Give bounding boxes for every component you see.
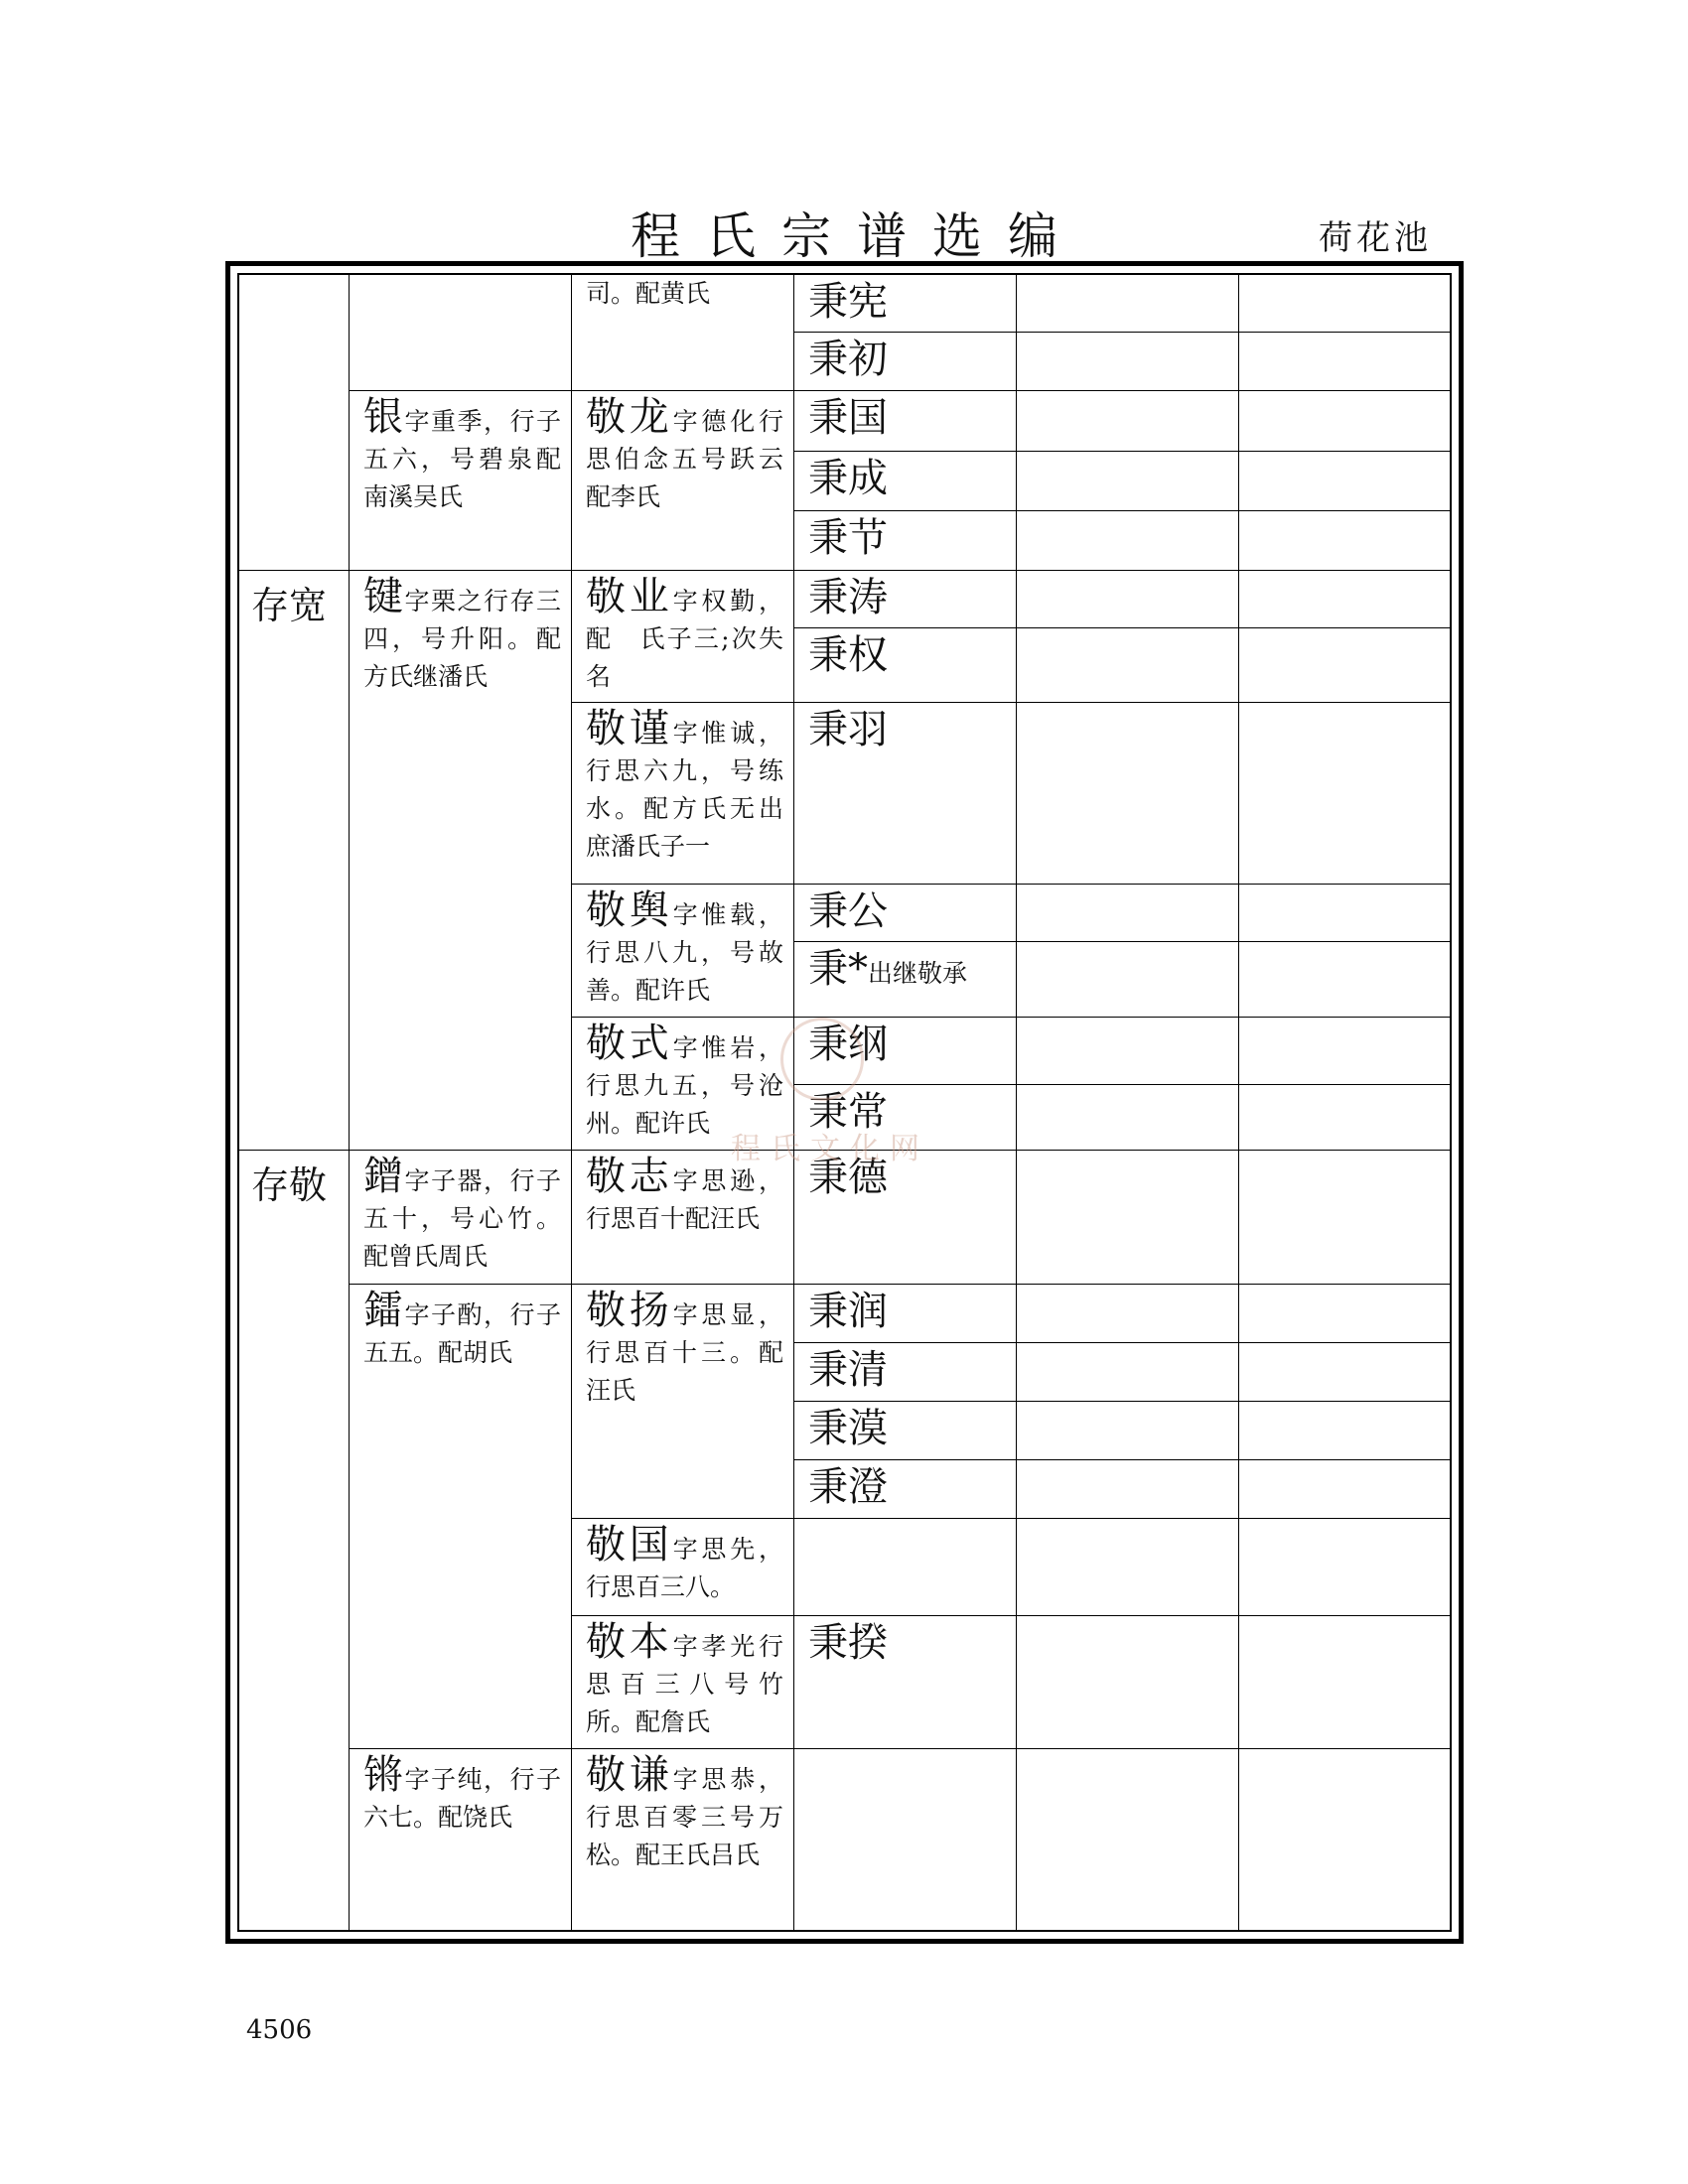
person-name: 敬式 — [586, 1021, 673, 1066]
person-name: 敬志 — [586, 1154, 673, 1199]
gen1-cell — [239, 1151, 350, 1931]
gen3-cell — [572, 703, 794, 885]
gen2-cell — [350, 391, 572, 571]
page-title: 程氏宗谱选编 — [631, 207, 1083, 265]
page-number: 4506 — [246, 2015, 313, 2045]
son-name-text: 秉* — [808, 946, 868, 992]
gen6-cell — [1239, 1402, 1451, 1460]
gen4-cell — [794, 571, 1017, 628]
person-name: 敬舆 — [586, 887, 673, 933]
person-name: 鐳 — [363, 1288, 405, 1333]
gen6-cell — [1239, 275, 1451, 333]
gen2-cell — [350, 571, 572, 1151]
gen6-cell — [1239, 571, 1451, 628]
gen6-cell — [1239, 1460, 1451, 1519]
gen5-cell — [1017, 942, 1239, 1018]
gen5-cell — [1017, 571, 1239, 628]
gen1-name: 存宽 — [251, 584, 328, 627]
gen6-cell — [1239, 1519, 1451, 1616]
person-name: 键 — [363, 574, 405, 619]
gen1-name: 存敬 — [251, 1163, 328, 1207]
gen6-cell — [1239, 1151, 1451, 1285]
son-name: 秉揆 — [808, 1620, 888, 1666]
person-name: 银 — [363, 394, 405, 440]
gen6-cell — [1239, 511, 1451, 571]
gen1-cell-empty — [239, 275, 350, 571]
gen5-cell — [1017, 1018, 1239, 1085]
gen5-cell — [1017, 1343, 1239, 1402]
son-name: 秉涛 — [808, 575, 888, 620]
gen6-cell — [1239, 628, 1451, 703]
gen6-cell — [1239, 1085, 1451, 1151]
gen6-cell — [1239, 452, 1451, 511]
gen5-cell — [1017, 1519, 1239, 1616]
son-name: 秉初 — [808, 337, 888, 382]
person-name: 敬本 — [586, 1619, 673, 1665]
gen5-cell — [1017, 452, 1239, 511]
son-name: 秉羽 — [808, 707, 888, 752]
gen4-cell — [794, 1343, 1017, 1402]
person-notes: 字孝光行思百三八号竹所。配詹氏 — [586, 1632, 783, 1736]
son-name: 秉宪 — [808, 279, 888, 325]
gen3-cell — [572, 1749, 794, 1931]
son-name: 秉节 — [808, 515, 888, 561]
son-name: 秉漠 — [808, 1406, 888, 1451]
son-name: 秉公 — [808, 888, 888, 934]
person-notes: 字思逊，行思百十配汪氏 — [586, 1166, 783, 1233]
gen4-cell — [794, 333, 1017, 391]
gen6-cell — [1239, 885, 1451, 942]
gen5-cell — [1017, 885, 1239, 942]
son-name: 秉德 — [808, 1155, 888, 1200]
gen5-cell — [1017, 511, 1239, 571]
son-name: 秉常 — [808, 1089, 888, 1135]
gen3-cell — [572, 571, 794, 703]
gen5-cell — [1017, 1616, 1239, 1749]
person-notes: 字子酌，行子五五。配胡氏 — [363, 1300, 561, 1367]
person-name: 敬国 — [586, 1522, 673, 1568]
gen5-cell — [1017, 1285, 1239, 1343]
son-name: 秉清 — [808, 1347, 888, 1393]
person-notes: 字惟诚，行思六九，号练水。配方氏无出庶潘氏子一 — [586, 719, 783, 861]
person-notes: 字惟载，行思八九，号故善。配许氏 — [586, 900, 783, 1005]
person-notes: 字子器，行子五十，号心竹。配曾氏周氏 — [363, 1166, 561, 1271]
gen4-cell — [794, 1402, 1017, 1460]
gen6-cell — [1239, 703, 1451, 885]
genealogy-table-frame — [225, 261, 1464, 1944]
gen4-cell — [794, 1616, 1017, 1749]
gen5-cell — [1017, 391, 1239, 452]
son-name — [794, 942, 1016, 999]
gen6-cell — [1239, 942, 1451, 1018]
son-name: 秉成 — [808, 456, 888, 501]
gen4-cell — [794, 1151, 1017, 1285]
person-name: 敬扬 — [586, 1288, 673, 1333]
person-notes: 字思恭，行思百零三号万松。配王氏吕氏 — [586, 1765, 783, 1869]
place-name: 荷花池 — [1319, 218, 1432, 258]
son-name: 秉润 — [808, 1289, 888, 1334]
son-name: 秉国 — [808, 395, 888, 441]
person-name: 敬龙 — [586, 394, 673, 440]
person-name: 敬谨 — [586, 706, 673, 751]
gen3-cell — [572, 1151, 794, 1285]
person-notes: 字德化行思伯念五号跃云配李氏 — [586, 407, 783, 511]
person-notes: 字思先，行思百三八。 — [586, 1535, 783, 1601]
gen5-cell — [1017, 1151, 1239, 1285]
gen5-cell — [1017, 1749, 1239, 1931]
person-name: 鏳 — [363, 1154, 405, 1199]
person-name: 锵 — [363, 1752, 405, 1798]
gen2-cell-empty — [350, 275, 572, 391]
adoption-note: 出继敬承 — [868, 959, 968, 988]
gen2-cell — [350, 1151, 572, 1285]
gen5-cell — [1017, 1402, 1239, 1460]
gen3-cell — [572, 1519, 794, 1616]
gen4-cell — [794, 1460, 1017, 1519]
person-notes: 字思显，行思百十三。配汪氏 — [586, 1300, 783, 1405]
gen6-cell — [1239, 1343, 1451, 1402]
son-name: 秉权 — [808, 632, 888, 678]
gen6-cell — [1239, 1749, 1451, 1931]
watermark-text: 程氏文化网 — [731, 1132, 929, 1166]
gen6-cell — [1239, 1018, 1451, 1085]
gen1-cell — [239, 571, 350, 1151]
gen4-cell — [794, 511, 1017, 571]
gen6-cell — [1239, 1616, 1451, 1749]
gen3-cell — [572, 1285, 794, 1519]
gen5-cell — [1017, 628, 1239, 703]
gen4-cell — [794, 1285, 1017, 1343]
gen4-cell — [794, 703, 1017, 885]
genealogy-table-inner — [237, 273, 1452, 1932]
gen4-cell — [794, 628, 1017, 703]
gen2-cell — [350, 1749, 572, 1931]
gen4-cell — [794, 275, 1017, 333]
gen4-cell — [794, 885, 1017, 942]
person-notes: 字权勤，配 氏子三;次失名 — [586, 587, 783, 691]
watermark-seal — [780, 1018, 864, 1101]
gen5-cell — [1017, 1460, 1239, 1519]
gen6-cell — [1239, 333, 1451, 391]
gen4-cell — [794, 391, 1017, 452]
gen3-cell — [572, 885, 794, 1018]
gen3-cell — [572, 275, 794, 391]
gen4-cell — [794, 942, 1017, 1018]
person-notes: 字重季，行子五六，号碧泉配南溪吴氏 — [363, 407, 561, 511]
person-name: 敬谦 — [586, 1752, 673, 1798]
gen4-cell — [794, 1519, 1017, 1616]
person-notes: 字惟岩，行思九五，号沧州。配许氏 — [586, 1033, 783, 1138]
gen5-cell — [1017, 1085, 1239, 1151]
gen4-cell — [794, 452, 1017, 511]
genealogy-table — [238, 274, 1451, 1931]
gen5-cell — [1017, 703, 1239, 885]
son-name: 秉纲 — [808, 1022, 888, 1067]
person-name: 敬业 — [586, 574, 673, 619]
gen6-cell — [1239, 391, 1451, 452]
gen2-cell — [350, 1285, 572, 1749]
gen3-text: 司。配黄氏 — [586, 279, 711, 308]
gen4-cell — [794, 1749, 1017, 1931]
gen3-cell — [572, 1616, 794, 1749]
gen5-cell — [1017, 333, 1239, 391]
gen3-cell — [572, 391, 794, 571]
gen6-cell — [1239, 1285, 1451, 1343]
person-notes: 字子纯，行子六七。配饶氏 — [363, 1765, 561, 1832]
person-notes: 字栗之行存三四，号升阳。配方氏继潘氏 — [363, 587, 561, 691]
son-name: 秉澄 — [808, 1464, 888, 1510]
gen5-cell — [1017, 275, 1239, 333]
